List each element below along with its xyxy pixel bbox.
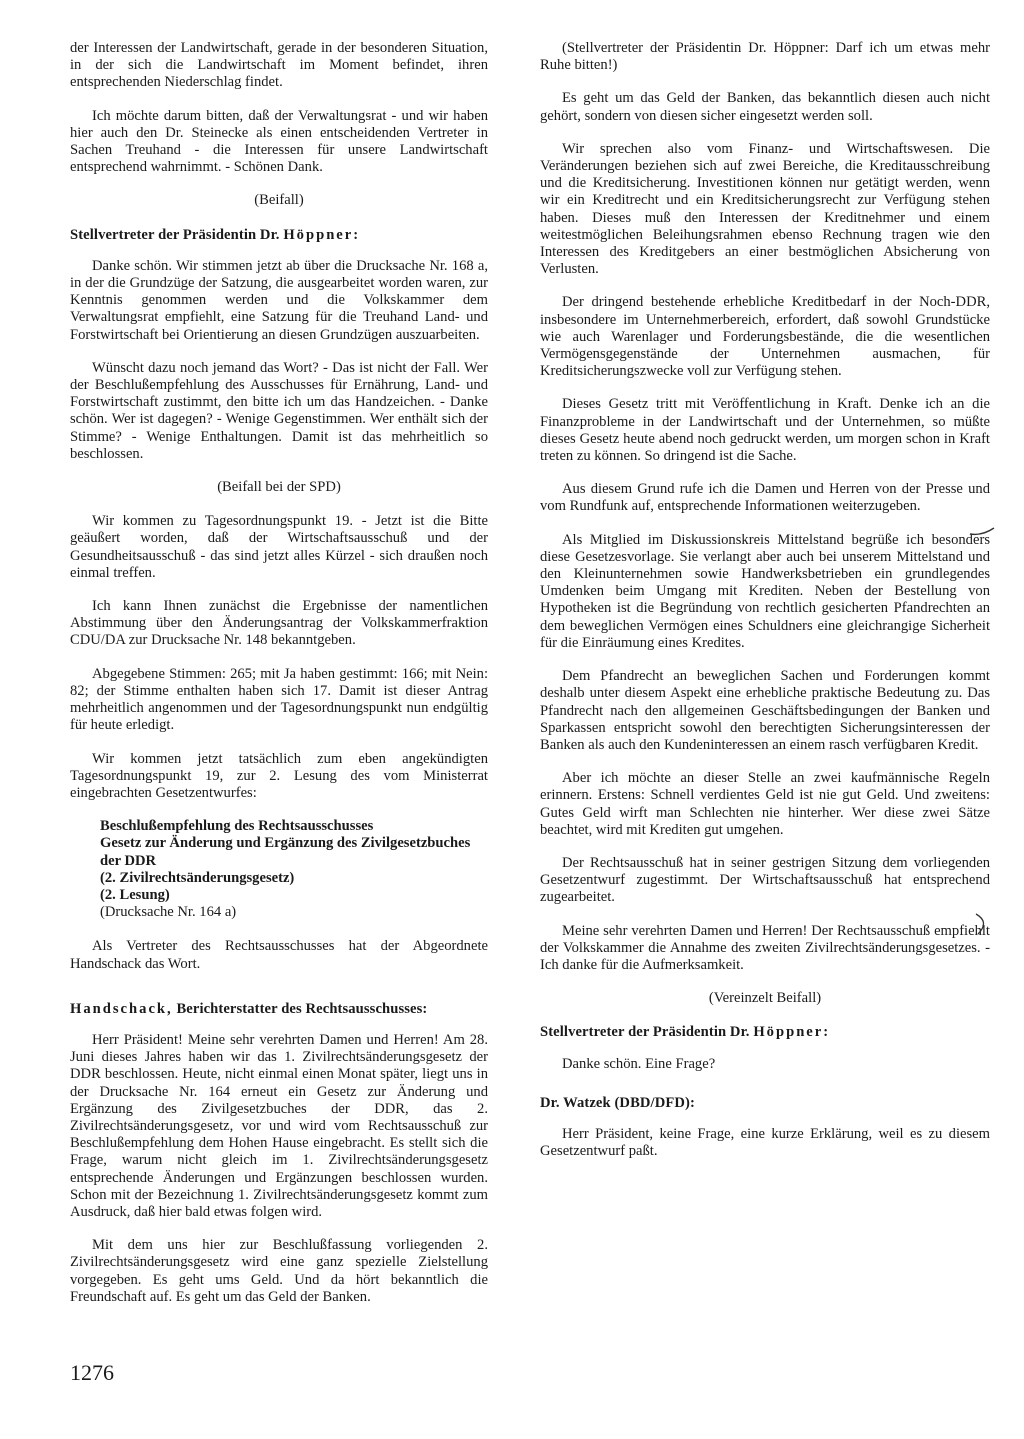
agenda-line: (Drucksache Nr. 164 a) (100, 904, 237, 921)
right-column (540, 40, 990, 1176)
applause-note: (Vereinzelt Beifall) (708, 990, 822, 1007)
paragraph: Als Mitglied im Diskussionskreis Mittelstand begrüße ich besonders diese Gesetzesvorlage. Sie verlangt aber auch bei unserem Mittelstand und den Kleinunternehmen sowie Handwerksbetrieben ein grundlegendes Umdenken beim Umgang mit Krediten. Neben der Bestellung von Hypotheken ist die Begründung von rechtlich gesicherten Pfandrechten an dem beweglichen Vermögen eines Schuldners eine gleichrangige Sicherheit für die Einräumung eines Kredites. (540, 531, 990, 651)
paragraph: Ich kann Ihnen zunächst die Ergebnisse der namentlichen Abstimmung über den Änderungsantrag der Volkskammerfraktion CDU/DA zur Drucksache Nr. 148 bekanntgeben. (70, 598, 488, 649)
paragraph: Aber ich möchte an dieser Stelle an zwei kaufmännische Regeln erinnern. Erstens: Schnell verdientes Geld ist nie gut Geld. Und zweitens: Gutes Geld wirft man Schlechten nie hinterher. Wer diese zwei Sätze beachtet, wird mit Krediten gut umgehen. (540, 770, 990, 838)
paragraph: Wir sprechen also vom Finanz- und Wirtschaftswesen. Die Veränderungen beziehen sich auf zwei Bereiche, die Kreditausschreibung und die Kreditsicherung. Investitionen können nur getätigt werden, wenn wir ein Kreditrecht und ein Kreditsicherungsrecht zur Verfügung stehen haben. Dieses muß den Interessen der Kreditnehmer und einem weitestmöglichen Beleihungsrahmen ebenso Rechnung tragen wie den Interessen des Kreditgebers an einer bestmöglichen Absicherung von Verlusten. (540, 140, 990, 278)
paragraph: Herr Präsident, keine Frage, eine kurze Erklärung, weil es zu diesem Gesetzentwurf paßt. (540, 1125, 990, 1160)
paragraph: Danke schön. Eine Frage? (562, 1055, 716, 1072)
paragraph: Dieses Gesetz tritt mit Veröffentlichung in Kraft. Denke ich an die Finanzprobleme in der Landwirtschaft und der Unternehmen, so müßte dieses Gesetz heute abend noch gedruckt werden, um morgen schon in Kraft treten zu können. So dringend ist die Sache. (540, 396, 990, 465)
paragraph: Aus diesem Grund rufe ich die Damen und Herren von der Presse und vom Rundfunk auf, entsprechende Informationen weiterzugeben. (540, 481, 990, 515)
speaker-name: Handschack, (70, 1000, 173, 1017)
paragraph: Abgegebene Stimmen: 265; mit Ja haben gestimmt: 166; mit Nein: 82; der Stimme enthalten haben sich 17. Damit ist dieser Antrag mehrheitlich angenommen und der Tagesordnungspunkt nun endgültig für heute erledigt. (70, 665, 488, 734)
paragraph: Mit dem uns hier zur Beschlußfassung vorliegenden 2. Zivilrechtsänderungsgesetz wird eine ganz spezielle Zielstellung vorgegeben. Es geht ums Geld. Und da hört bekanntlich die Freundschaft auf. Es geht um das Geld der Banken. (70, 1237, 488, 1305)
margin-pen-mark (968, 524, 998, 538)
speaker-heading (70, 227, 488, 244)
agenda-line: (2. Lesung) (100, 886, 170, 903)
paragraph: Als Vertreter des Rechtsausschusses hat der Abgeordnete Handschack das Wort. (70, 938, 488, 972)
paragraph: der Interessen der Landwirtschaft, gerade in der besonderen Situation, in der sich die Landwirtschaft im Moment befindet, ihren entsprechenden Niederschlag findet. (70, 40, 488, 91)
left-column (70, 40, 488, 1322)
paragraph: Meine sehr verehrten Damen und Herren! Der Rechtsausschuß empfiehlt der Volkskammer die Annahme des zweiten Zivilrechtsänderungsgesetzes. - Ich danke für die Aufmerksamkeit. (540, 922, 990, 973)
agenda-item-block (100, 818, 488, 921)
agenda-line: Gesetz zur Änderung und Ergänzung des Zivilgesetzbuches der DDR (100, 835, 471, 869)
paragraph: Ich möchte darum bitten, daß der Verwaltungsrat - und wir haben hier auch den Dr. Steinecke als einen entscheidenden Vertreter in Sachen Treuhand - die Interessen für unsere Landwirtschaft entsprechend wahrnimmt. - Schönen Dank. (70, 107, 488, 176)
page-number: 1276 (70, 1360, 114, 1385)
speaker-title: Stellvertreter der Präsidentin Dr. (540, 1024, 750, 1041)
speaker-heading (540, 1024, 990, 1041)
speaker-name: Höppner: (283, 226, 361, 243)
paragraph: Der dringend bestehende erhebliche Kreditbedarf in der Noch-DDR, insbesondere im Unternehmerbereich, erfordert, daß sowohl Grundstücke wie auch Warenlager und Forderungsbestände, die die wesentlichen Vermögensgegenstände der Unternehmen ausmachen, für Kreditsicherungszwecke voll zur Verfügung stehen. (540, 294, 990, 380)
speaker-title: Stellvertreter der Präsidentin Dr. (70, 226, 280, 243)
paragraph: Der Rechtsausschuß hat in seiner gestrigen Sitzung dem vorliegenden Gesetzentwurf zugestimmt. Der Wirtschaftsausschuß hat entsprechend zugearbeitet. (540, 854, 990, 906)
speaker-name: Höppner: (753, 1024, 831, 1041)
speaker-title: Berichterstatter des Rechtsausschusses: (176, 1000, 428, 1017)
paragraph: Herr Präsident! Meine sehr verehrten Damen und Herren! Am 28. Juni dieses Jahres haben wir das 1. Zivilrechtsänderungsgesetz der DDR beschlossen. Heute, nicht einmal einen Monat später, liegt uns in der Drucksache Nr. 164 erneut ein Gesetz zur Änderung und Ergänzung des Zivilgesetzbuches der DDR, das 2. Zivilrechtsänderungsgesetz, vor und wird vom Rechtsausschuß zur Beschlußempfehlung dem Hohen Hause eingebracht. Es stellt sich die Frage, warum nicht gleich im 1. Zivilrechtsänderungsgesetz entsprechende Änderungen und Ergänzungen beschlossen wurden. Schon mit der Bezeichnung 1. Zivilrechtsänderungsgesetz kommt zum Ausdruck, daß hier bald etwas folgen wird. (70, 1031, 488, 1220)
paragraph: Dem Pfandrecht an beweglichen Sachen und Forderungen kommt deshalb unter diesem Aspekt eine erhebliche praktische Bedeutung zu. Das Pfandrecht nach den allgemeinen Geschäftsbedingungen der Banken und Sparkassen entspricht sowohl den berechtigten Sicherungsinteressen der Banken als auch den Kundeninteressen an einem rasch verfügbaren Kredit. (540, 668, 990, 753)
speaker-heading: Dr. Watzek (DBD/DFD): (540, 1094, 695, 1111)
agenda-line: Beschlußempfehlung des Rechtsausschusses (100, 818, 374, 835)
applause-note: (Beifall bei der SPD) (217, 479, 341, 496)
margin-pen-mark (972, 910, 998, 938)
paragraph: Wir kommen jetzt tatsächlich zum eben angekündigten Tagesordnungspunkt 19, zur 2. Lesung des vom Ministerrat eingebrachten Gesetzentwurfes: (70, 750, 488, 801)
agenda-line: (2. Zivilrechtsänderungsgesetz) (100, 869, 295, 886)
paragraph: Es geht um das Geld der Banken, das bekanntlich diesen auch nicht gehört, sondern von diesen sicher eingesetzt werden soll. (540, 90, 990, 124)
paragraph: Wünscht dazu noch jemand das Wort? - Das ist nicht der Fall. Wer der Beschlußempfehlung des Ausschusses für Ernährung, Land- und Forstwirtschaft zustimmt, den bitte ich um das Handzeichen. - Danke schön. Wer ist dagegen? - Wenige Gegenstimmen. Wer enthält sich der Stimme? - Wenige Enthaltungen. Damit ist das mehrheitlich so beschlossen. (70, 359, 488, 462)
applause-note: (Beifall) (254, 192, 304, 209)
speaker-heading (70, 1001, 488, 1018)
paragraph: Wir kommen zu Tagesordnungspunkt 19. - Jetzt ist die Bitte geäußert worden, daß der Wirtschaftsausschuß und der Gesundheitsausschuß - das sind jetzt alles Kürzel - sich draußen noch einmal treffen. (70, 513, 488, 581)
interjection: (Stellvertreter der Präsidentin Dr. Höppner: Darf ich um etwas mehr Ruhe bitten!) (540, 40, 990, 74)
paragraph: Danke schön. Wir stimmen jetzt ab über die Drucksache Nr. 168 a, in der die Grundzüge der Satzung, die ausgearbeitet worden waren, zur Kenntnis genommen werden und die Volkskammer dem Verwaltungsrat empfiehlt, eine Satzung für die Treuhand Land- und Forstwirtschaft bei Orientierung an diesen Grundzügen auszuarbeiten. (70, 257, 488, 343)
